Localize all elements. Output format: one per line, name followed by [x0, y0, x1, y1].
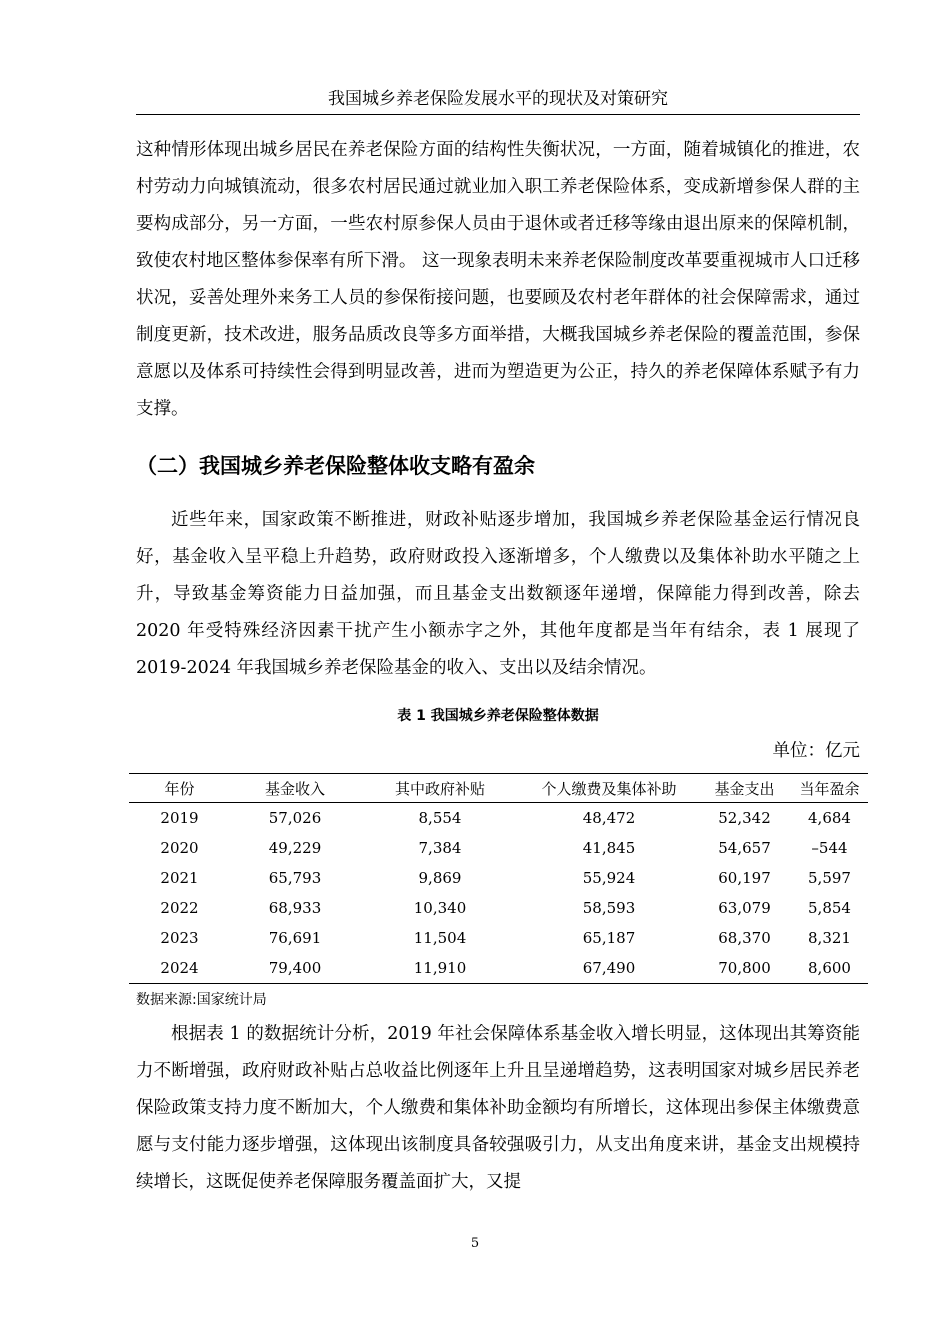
paragraph-structural-imbalance: 这种情形体现出城乡居民在养老保险方面的结构性失衡状况，一方面，随着城镇化的推进，农村劳动力向城镇流动，很多农村居民通过就业加入职工养老保险体系，变成新增参保人群的主要构成部分，另一方面，一些农村原参保人员由于退休或者迁移等缘由退出原来的保障机制，致使农村地区整体参保率有所下滑。 这一现象表明未来养老保险制度改革要重视城市人口迁移状况，妥善处理外来务工人员的参保衔接问题，也要顾及农村老年群体的社会保障需求，通过制度更新，技术改进，服务品质改良等多方面举措，大概我国城乡养老保险的覆盖范围，参保意愿以及体系可持续性会得到明显改善，进而为塑造更为公正，持久的养老保障体系赋予有力支撑。: [136, 140, 860, 419]
cell-personal-collective: 55,924: [582, 869, 636, 887]
cell-gov-subsidy: 7,384: [418, 839, 462, 857]
cell-fund-income: 68,933: [268, 899, 322, 917]
table-caption: 表 1 我国城乡养老保险整体数据: [397, 708, 599, 724]
cell-fund-income: 79,400: [230, 953, 360, 984]
running-header: 我国城乡养老保险发展水平的现状及对策研究: [136, 84, 860, 115]
cell-gov-subsidy: 11,910: [360, 953, 520, 984]
cell-gov-subsidy: 8,554: [418, 809, 462, 827]
cell-fund-expenditure: 63,079: [718, 899, 771, 917]
cell-fund-expenditure: 52,342: [718, 809, 771, 827]
table-source-note: 数据来源:国家统计局: [136, 992, 267, 1008]
cell-fund-income: 49,229: [268, 839, 322, 857]
cell-personal-collective: 65,187: [582, 929, 636, 947]
col-header-fund-income: 基金收入: [230, 774, 360, 803]
table-row: [129, 893, 868, 923]
cell-gov-subsidy: 9,869: [418, 869, 462, 887]
paragraph-fund-overview: 近些年来，国家政策不断推进，财政补贴逐步增加，我国城乡养老保险基金运行情况良好，基金收入呈平稳上升趋势，政府财政投入逐渐增多，个人缴费以及集体补助水平随之上升，导致基金筹资能力日益加强，而且基金支出数额逐年递增，保障能力得到改善，除去 2020 年受特殊经济因素干扰产生小额赤字之外，其他年度都是当年有结余，表 1 展现了 2019-2024 年我国城乡养老保险基金的收入、支出以及结余情况。: [136, 510, 860, 678]
section-heading: （二）我国城乡养老保险整体收支略有盈余: [136, 454, 535, 478]
cell-year: 2020: [160, 839, 199, 857]
cell-fund-income: 57,026: [268, 809, 322, 827]
cell-personal-collective: 41,845: [582, 839, 636, 857]
col-header-personal-collective: 个人缴费及集体补助: [520, 774, 698, 803]
cell-personal-collective: 58,593: [582, 899, 636, 917]
table-unit: 单位：亿元: [772, 741, 860, 761]
table-row: [129, 923, 868, 953]
cell-fund-expenditure: 68,370: [718, 929, 771, 947]
pension-fund-table: [129, 773, 868, 984]
table-row: [129, 803, 868, 834]
cell-year: 2021: [160, 869, 199, 887]
col-header-gov-subsidy: 其中政府补贴: [360, 774, 520, 803]
cell-fund-income: 65,793: [268, 869, 322, 887]
paragraph-analysis: 根据表 1 的数据统计分析，2019 年社会保障体系基金收入增长明显，这体现出其筹资能力不断增强，政府财政补贴占总收益比例逐年上升且呈递增趋势，这表明国家对城乡居民养老保险政策支持力度不断加大，个人缴费和集体补助金额均有所增长，这体现出参保主体缴费意愿与支付能力逐步增强，这体现出该制度具备较强吸引力，从支出角度来讲，基金支出规模持续增长，这既促使养老保障服务覆盖面扩大，又提: [136, 1024, 860, 1192]
cell-fund-expenditure: 54,657: [718, 839, 771, 857]
cell-annual-surplus: 8,321: [808, 929, 851, 947]
cell-year: 2023: [160, 929, 199, 947]
cell-personal-collective: 67,490: [520, 953, 698, 984]
cell-fund-income: 76,691: [268, 929, 322, 947]
cell-personal-collective: 48,472: [582, 809, 636, 827]
col-header-annual-surplus: 当年盈余: [791, 774, 868, 803]
cell-gov-subsidy: 10,340: [413, 899, 467, 917]
col-header-fund-expenditure: 基金支出: [698, 774, 791, 803]
cell-year: 2022: [160, 899, 199, 917]
cell-fund-expenditure: 60,197: [718, 869, 771, 887]
page-number: 5: [470, 1236, 480, 1251]
cell-annual-surplus: 5,597: [808, 869, 851, 887]
table-row: [129, 953, 868, 984]
table-row: [129, 833, 868, 863]
cell-gov-subsidy: 11,504: [413, 929, 467, 947]
cell-fund-expenditure: 70,800: [698, 953, 791, 984]
cell-annual-surplus: 5,854: [808, 899, 851, 917]
table-header-row: [129, 774, 868, 803]
cell-annual-surplus: 4,684: [808, 809, 851, 827]
table-row: [129, 863, 868, 893]
cell-year: 2019: [160, 809, 199, 827]
cell-year: 2024: [129, 953, 230, 984]
col-header-year: 年份: [129, 774, 230, 803]
cell-annual-surplus: –544: [811, 839, 848, 857]
cell-annual-surplus: 8,600: [791, 953, 868, 984]
